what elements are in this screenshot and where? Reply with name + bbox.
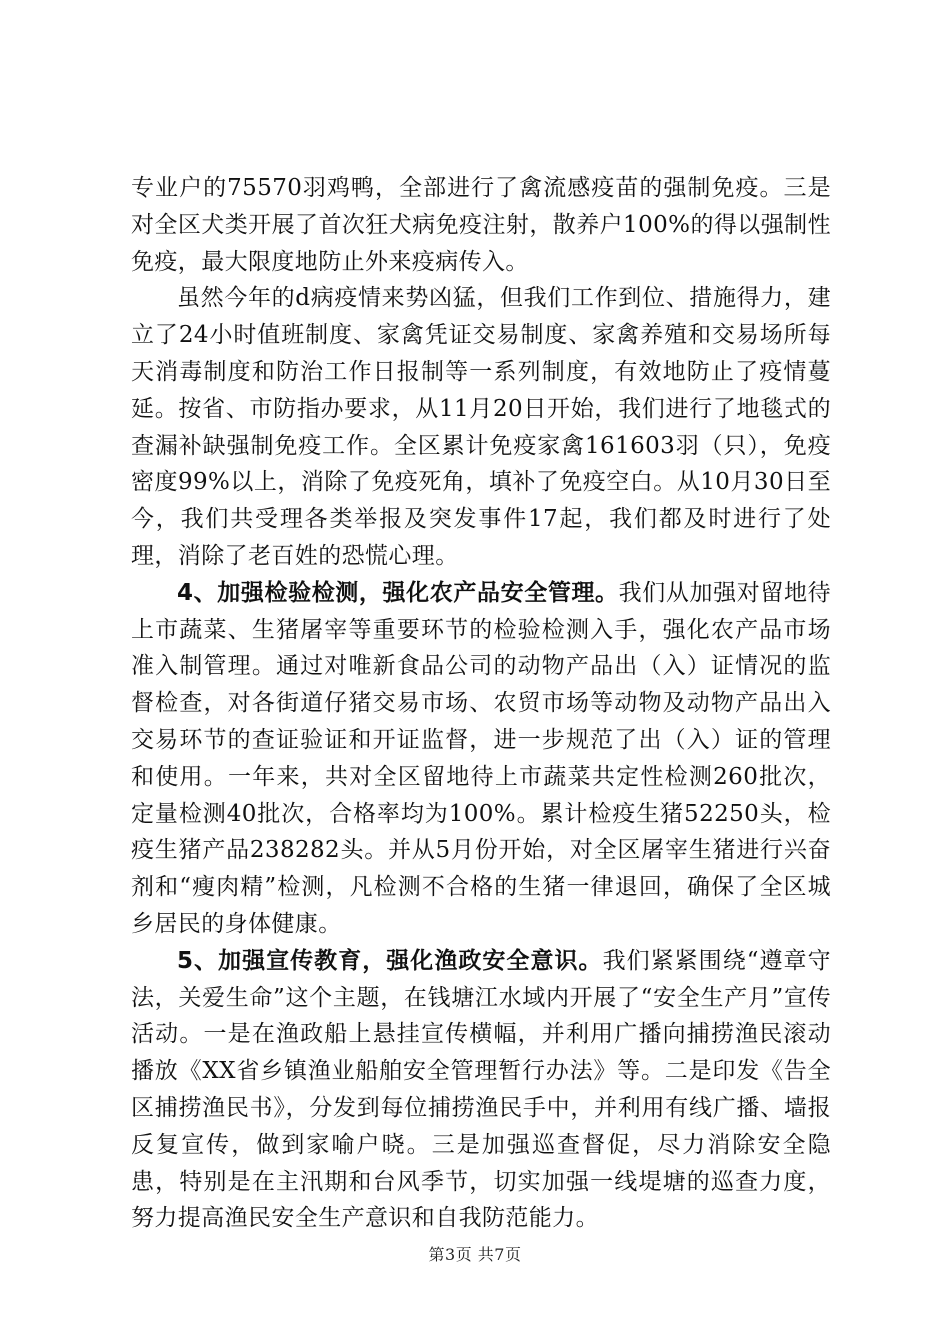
section-heading-4: 4、加强检验检测，强化农产品安全管理。 — [177, 579, 619, 606]
page-footer — [0, 1242, 950, 1265]
page-number: 第3页 共7页 — [428, 1245, 522, 1264]
paragraph-text: 我们从加强对留地待上市蔬菜、生猪屠宰等重要环节的检验检测入手，强化农产品市场准入制管理。通过对唯新食品公司的动物产品出（入）证情况的监督检查，对各街道仔猪交易市场、农贸市场等动物及动物产品出入交易环节的查证验证和开证监督，进一步规范了出（入）证的管理和使用。一年来，共对全区留地待上市蔬菜共定性检测260批次，定量检测40批次，合格率均为100%。累计检疫生猪52250头，检疫生猪产品238282头。并从5月份开始，对全区屠宰生猪进行兴奋剂和“瘦肉精”检测，凡检测不合格的生猪一律退回，确保了全区城乡居民的身体健康。 — [131, 579, 831, 937]
paragraph-text: 专业户的75570羽鸡鸭，全部进行了禽流感疫苗的强制免疫。三是对全区犬类开展了首次狂犬病免疫注射，散养户100%的得以强制性免疫，最大限度地防止外来疫病传入。 — [131, 175, 831, 275]
paragraph-epidemic-control — [131, 280, 831, 574]
paragraph-text: 我们紧紧围绕“遵章守法，关爱生命”这个主题，在钱塘江水域内开展了“安全生产月”宣传活动。一是在渔政船上悬挂宣传横幅，并利用广播向捕捞渔民滚动播放《XX省乡镇渔业船舶安全管理暂行办法》等。二是印发《告全区捕捞渔民书》，分发到每位捕捞渔民手中，并利用有线广播、墙报反复宣传，做到家喻户晓。三是加强巡查督促，尽力消除安全隐患，特别是在主汛期和台风季节，切实加强一线堤塘的巡查力度，努力提高渔民安全生产意识和自我防范能力。 — [131, 947, 831, 1232]
paragraph-text: 虽然今年的d病疫情来势凶猛，但我们工作到位、措施得力，建立了24小时值班制度、家禽凭证交易制度、家禽养殖和交易场所每天消毒制度和防治工作日报制等一系列制度，有效地防止了疫情蔓延。按省、市防指办要求，从11月20日开始，我们进行了地毯式的查漏补缺强制免疫工作。全区累计免疫家禽161603羽（只），免疫密度99%以上，消除了免疫死角，填补了免疫空白。从10月30日至今，我们共受理各类举报及突发事件17起，我们都及时进行了处理，消除了老百姓的恐慌心理。 — [131, 285, 831, 569]
section-heading-5: 5、加强宣传教育，强化渔政安全意识。 — [177, 947, 603, 974]
document-body — [131, 170, 831, 1237]
paragraph-continuation — [131, 170, 831, 280]
paragraph-inspection — [131, 575, 831, 943]
paragraph-publicity — [131, 943, 831, 1237]
